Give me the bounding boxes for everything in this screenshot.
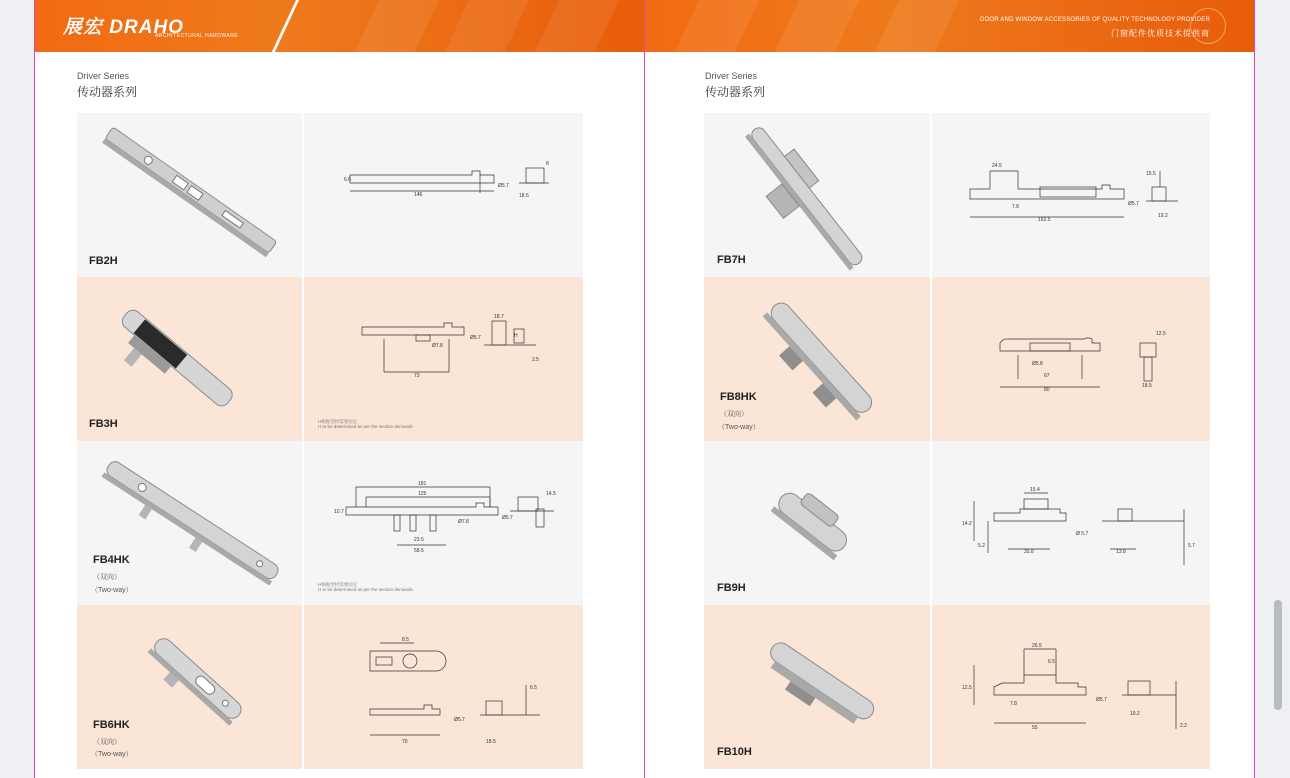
series-title-cn: 传动器系列 xyxy=(705,85,766,99)
svg-text:Ø5.7: Ø5.7 xyxy=(498,183,509,189)
catalog-page-right xyxy=(644,0,1255,778)
brand-logo: 展宏 DRAHO xyxy=(63,17,184,38)
technical-drawing-cell xyxy=(304,277,583,441)
product-code: FB10H xyxy=(717,746,752,758)
svg-text:5.2: 5.2 xyxy=(978,543,985,549)
product-row xyxy=(704,277,1210,441)
product-subtitle-en: （Two-way） xyxy=(91,587,133,594)
svg-text:15.5: 15.5 xyxy=(1146,171,1156,177)
product-code: FB3H xyxy=(89,418,118,430)
product-photo-cell xyxy=(77,605,302,769)
svg-text:80: 80 xyxy=(1044,387,1050,393)
svg-text:Ø7.8: Ø7.8 xyxy=(432,343,443,349)
svg-text:26.5: 26.5 xyxy=(1032,643,1042,649)
svg-text:18.5: 18.5 xyxy=(519,193,529,199)
svg-text:2.5: 2.5 xyxy=(532,357,539,363)
technical-drawing-fb2h xyxy=(304,113,583,277)
svg-text:Ø 5.7: Ø 5.7 xyxy=(1076,531,1089,537)
svg-text:18.5: 18.5 xyxy=(486,739,496,745)
product-row xyxy=(77,113,583,277)
catalog-page-left xyxy=(34,0,645,778)
product-code: FB4HK xyxy=(93,554,130,566)
technical-drawing-fb8hk xyxy=(932,277,1210,441)
product-photo-fb10h xyxy=(704,605,930,769)
product-photo-cell xyxy=(77,113,302,277)
svg-text:10.7: 10.7 xyxy=(334,509,344,515)
svg-text:8: 8 xyxy=(546,161,549,167)
section-note: H根据型材需要而定 H to be determined as per the section demands xyxy=(318,582,413,592)
header-banner xyxy=(35,0,645,52)
svg-text:181: 181 xyxy=(418,481,427,487)
technical-drawing-fb9h xyxy=(932,441,1210,605)
svg-text:Ø7.8: Ø7.8 xyxy=(458,519,469,525)
product-photo-cell xyxy=(77,277,302,441)
svg-text:H: H xyxy=(514,333,518,339)
product-photo-cell xyxy=(704,277,930,441)
product-photo-fb9h xyxy=(704,441,930,605)
product-subtitle-en: （Two-way） xyxy=(91,751,133,758)
svg-text:55: 55 xyxy=(1032,725,1038,731)
product-photo-cell xyxy=(704,605,930,769)
product-row xyxy=(77,277,583,441)
svg-text:125: 125 xyxy=(418,491,427,497)
technical-drawing-cell xyxy=(932,605,1210,769)
svg-text:70: 70 xyxy=(402,739,408,745)
svg-text:Ø5.7: Ø5.7 xyxy=(1096,697,1107,703)
product-photo-cell xyxy=(704,113,930,277)
svg-text:73: 73 xyxy=(414,373,420,379)
svg-text:14.5: 14.5 xyxy=(546,491,556,497)
technical-drawing-fb4hk xyxy=(304,441,583,605)
series-title-en: Driver Series xyxy=(77,71,130,81)
svg-text:35.8: 35.8 xyxy=(1024,549,1034,555)
technical-drawing-cell xyxy=(932,113,1210,277)
product-code: FB6HK xyxy=(93,719,130,731)
technical-drawing-cell xyxy=(304,605,583,769)
svg-text:Ø5.7: Ø5.7 xyxy=(470,335,481,341)
technical-drawing-cell xyxy=(304,113,583,277)
svg-text:12.5: 12.5 xyxy=(1156,331,1166,337)
product-photo-fb2h xyxy=(77,113,302,277)
product-code: FB8HK xyxy=(720,391,757,403)
series-title-en: Driver Series xyxy=(705,71,758,81)
technical-drawing-cell xyxy=(304,441,583,605)
svg-text:Ø5.7: Ø5.7 xyxy=(502,515,513,521)
svg-text:15.4: 15.4 xyxy=(1030,487,1040,493)
product-photo-fb3h xyxy=(77,277,302,441)
header-banner xyxy=(645,0,1254,52)
product-subtitle-cn: （双向） xyxy=(93,739,121,746)
svg-text:13.8: 13.8 xyxy=(1116,549,1126,555)
svg-text:58.5: 58.5 xyxy=(414,548,424,554)
technical-drawing-fb7h xyxy=(932,113,1210,277)
svg-text:6.6: 6.6 xyxy=(344,177,351,183)
product-subtitle-en: （Two-way） xyxy=(718,424,760,431)
product-photo-cell xyxy=(704,441,930,605)
series-title-cn: 传动器系列 xyxy=(77,85,138,99)
brand-logo-subtitle: ARCHITECTURAL HARDWARE xyxy=(155,33,239,39)
svg-text:7.8: 7.8 xyxy=(1010,701,1017,707)
section-note: H根据型材需要而定 H to be determined as per the section demands xyxy=(318,419,413,429)
svg-text:Ø5.8: Ø5.8 xyxy=(1032,361,1043,367)
product-row xyxy=(704,605,1210,769)
svg-text:7.8: 7.8 xyxy=(1012,204,1019,210)
product-subtitle-cn: （双向） xyxy=(720,411,748,418)
svg-text:Ø5.7: Ø5.7 xyxy=(1128,201,1139,207)
svg-text:162.5: 162.5 xyxy=(1038,217,1051,223)
svg-text:19.2: 19.2 xyxy=(1130,711,1140,717)
technical-drawing-fb6hk xyxy=(304,605,583,769)
svg-text:18.7: 18.7 xyxy=(494,314,504,320)
technical-drawing-cell xyxy=(932,277,1210,441)
product-row xyxy=(704,441,1210,605)
svg-text:8.5: 8.5 xyxy=(402,637,409,643)
technical-drawing-cell xyxy=(932,441,1210,605)
product-subtitle-cn: （双向） xyxy=(93,574,121,581)
tagline-cn: 门窗配件优质技术提供商 xyxy=(1111,29,1210,38)
svg-text:146: 146 xyxy=(414,192,423,198)
svg-text:19.2: 19.2 xyxy=(1158,213,1168,219)
product-row xyxy=(704,113,1210,277)
product-row xyxy=(77,605,583,769)
svg-text:14.2: 14.2 xyxy=(962,521,972,527)
svg-text:23.5: 23.5 xyxy=(414,537,424,543)
svg-text:5.7: 5.7 xyxy=(1188,543,1195,549)
technical-drawing-fb3h xyxy=(304,277,583,441)
product-code: FB7H xyxy=(717,254,746,266)
svg-text:67: 67 xyxy=(1044,373,1050,379)
product-code: FB9H xyxy=(717,582,746,594)
vertical-scrollbar[interactable] xyxy=(1274,600,1282,710)
product-row xyxy=(77,441,583,605)
product-code: FB2H xyxy=(89,255,118,267)
svg-text:6.5: 6.5 xyxy=(530,685,537,691)
tagline-en: DOOR AND WINDOW ACCESSORIES OF QUALITY TECHNOLOGY PROVIDER xyxy=(980,17,1210,23)
technical-drawing-fb10h xyxy=(932,605,1210,769)
product-photo-fb7h xyxy=(704,113,930,277)
svg-text:Ø5.7: Ø5.7 xyxy=(454,717,465,723)
product-photo-cell xyxy=(77,441,302,605)
svg-text:24.5: 24.5 xyxy=(992,163,1002,169)
svg-text:2.2: 2.2 xyxy=(1180,723,1187,729)
svg-text:12.5: 12.5 xyxy=(962,685,972,691)
svg-text:6.5: 6.5 xyxy=(1048,659,1055,665)
svg-text:18.5: 18.5 xyxy=(1142,383,1152,389)
